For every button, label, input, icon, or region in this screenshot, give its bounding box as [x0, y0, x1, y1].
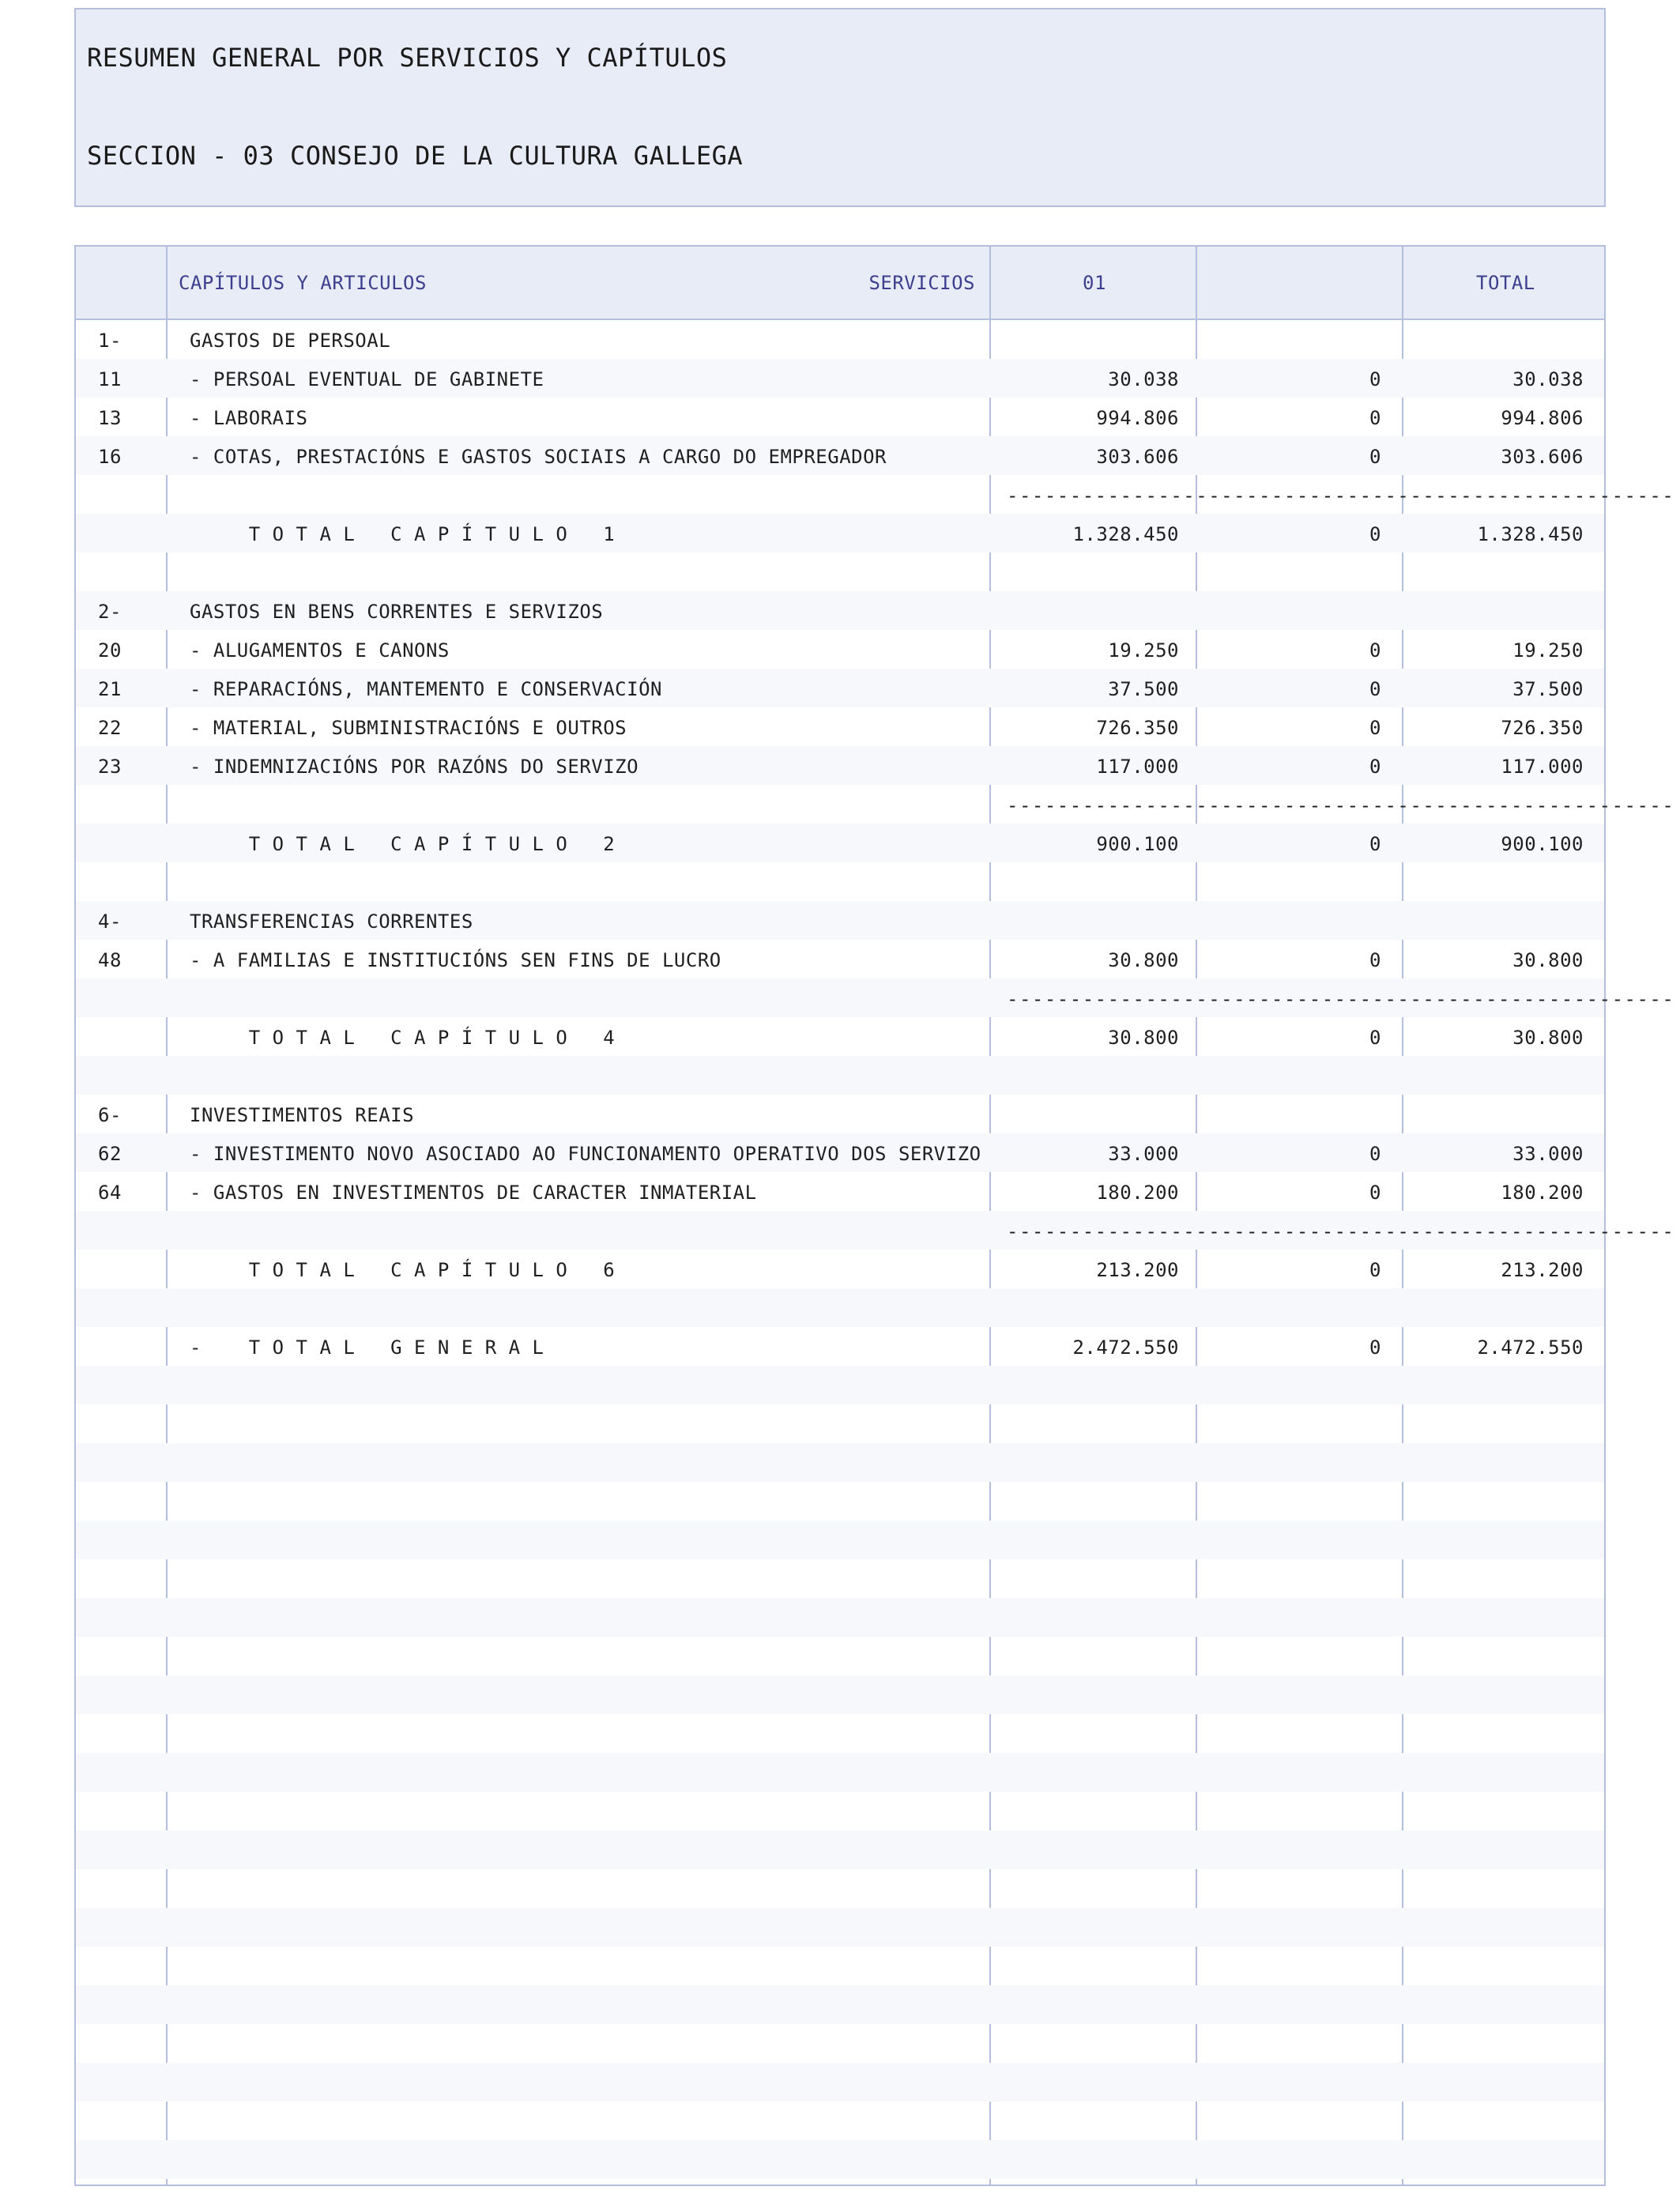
table-row — [76, 2140, 1604, 2179]
total-value: 213.200 — [1501, 1259, 1584, 1281]
service-blank-value: 0 — [1369, 1182, 1381, 1204]
row-code: 22 — [98, 717, 122, 739]
row-description: - INDEMNIZACIÓNS POR RAZÓNS DO SERVIZO — [190, 756, 639, 778]
table-row — [76, 746, 1604, 785]
table-row — [76, 1017, 1604, 1056]
service-01-value: 30.038 — [1108, 368, 1179, 390]
service-blank-value: 0 — [1369, 678, 1381, 700]
row-code: 64 — [98, 1182, 122, 1204]
total-value: 726.350 — [1501, 717, 1584, 739]
service-blank-value: 0 — [1369, 523, 1381, 545]
service-01-value: 213.200 — [1096, 1259, 1179, 1281]
table-row — [76, 1869, 1604, 1908]
service-01-value: 33.000 — [1108, 1143, 1179, 1165]
service-01-value: 30.800 — [1108, 949, 1179, 971]
row-description: - PERSOAL EVENTUAL DE GABINETE — [190, 368, 544, 390]
total-value: 33.000 — [1512, 1143, 1584, 1165]
table-row — [76, 1366, 1604, 1404]
service-01-value: 117.000 — [1096, 756, 1179, 778]
table-row — [76, 2102, 1604, 2140]
report-header — [74, 8, 1606, 207]
total-value: 2.472.550 — [1477, 1336, 1584, 1359]
table-row — [76, 475, 1675, 514]
table-row — [76, 1250, 1604, 1288]
service-blank-value: 0 — [1369, 368, 1381, 390]
row-description: - A FAMILIAS E INSTITUCIÓNS SEN FINS DE LUCRO — [190, 949, 721, 971]
total-value: 30.038 — [1512, 368, 1584, 390]
table-row — [76, 707, 1604, 746]
total-value: 994.806 — [1501, 407, 1584, 429]
table-row — [76, 2024, 1604, 2063]
row-description: GASTOS EN BENS CORRENTES E SERVIZOS — [190, 601, 604, 623]
total-value: 900.100 — [1501, 833, 1584, 855]
table-row — [76, 591, 1604, 630]
service-01-value: 19.250 — [1108, 639, 1179, 662]
table-row — [76, 1676, 1604, 1714]
table-row — [76, 514, 1604, 552]
table-row — [76, 1095, 1604, 1133]
service-blank-value: 0 — [1369, 756, 1381, 778]
row-code: 62 — [98, 1143, 122, 1165]
row-code: 13 — [98, 407, 122, 429]
service-01-value: 37.500 — [1108, 678, 1179, 700]
col-header-total: TOTAL — [1476, 272, 1535, 294]
row-code: 4- — [98, 910, 122, 933]
table-row — [76, 320, 1604, 359]
report-title: RESUMEN GENERAL POR SERVICIOS Y CAPÍTULOS — [87, 43, 728, 73]
row-code: 20 — [98, 639, 122, 662]
service-01-value: 726.350 — [1096, 717, 1179, 739]
table-header — [76, 247, 1604, 320]
total-label: T O T A L C A P Í T U L O 2 — [190, 833, 616, 855]
row-description: - LABORAIS — [190, 407, 308, 429]
table-body — [76, 320, 1675, 2179]
table-row — [76, 1714, 1604, 1753]
total-value: 1.328.450 — [1477, 523, 1584, 545]
table-row — [76, 1327, 1604, 1366]
table-row — [76, 901, 1604, 940]
total-value: 30.800 — [1512, 949, 1584, 971]
service-01-value: 994.806 — [1096, 407, 1179, 429]
table-row — [76, 862, 1604, 901]
table-row — [76, 436, 1604, 475]
service-01-value: 2.472.550 — [1072, 1336, 1179, 1359]
table-row — [76, 669, 1604, 707]
total-value: 180.200 — [1501, 1182, 1584, 1204]
row-code: 21 — [98, 678, 122, 700]
total-value: 117.000 — [1501, 756, 1584, 778]
table-row — [76, 1133, 1604, 1172]
table-row — [76, 1830, 1604, 1869]
row-code: 6- — [98, 1104, 122, 1126]
table-row — [76, 359, 1604, 398]
table-row — [76, 1598, 1604, 1637]
table-row — [76, 1985, 1604, 2024]
service-01-value: 180.200 — [1096, 1182, 1179, 1204]
col-header-capitulos: CAPÍTULOS Y ARTICULOS — [179, 272, 427, 294]
total-value: 19.250 — [1512, 639, 1584, 662]
total-label: T O T A L C A P Í T U L O 6 — [190, 1259, 616, 1281]
row-description: - MATERIAL, SUBMINISTRACIÓNS E OUTROS — [190, 717, 627, 739]
summary-table — [74, 245, 1675, 2186]
table-row — [76, 940, 1604, 978]
table-row — [76, 398, 1604, 436]
table-row — [76, 1443, 1604, 1482]
col-header-servicios: SERVICIOS — [868, 272, 975, 294]
row-code: 16 — [98, 446, 122, 468]
table-row — [76, 630, 1604, 669]
service-blank-value: 0 — [1369, 1143, 1381, 1165]
service-01-value: 30.800 — [1108, 1027, 1179, 1049]
service-blank-value: 0 — [1369, 446, 1381, 468]
table-row — [76, 1172, 1604, 1211]
row-description: INVESTIMENTOS REAIS — [190, 1104, 415, 1126]
table-row — [76, 978, 1675, 1017]
table-row — [76, 1753, 1604, 1792]
table-row — [76, 1482, 1604, 1521]
table-row — [76, 552, 1604, 591]
table-row — [76, 1521, 1604, 1559]
service-blank-value: 0 — [1369, 949, 1381, 971]
table-row — [76, 1056, 1604, 1095]
row-description: - INVESTIMENTO NOVO ASOCIADO AO FUNCIONAMENTO OPERATIVO DOS SERVIZO — [190, 1143, 981, 1165]
row-code: 2- — [98, 601, 122, 623]
table-row — [76, 1637, 1604, 1676]
total-value: 30.800 — [1512, 1027, 1584, 1049]
table-row — [76, 824, 1604, 862]
row-code: 23 — [98, 756, 122, 778]
row-description: - GASTOS EN INVESTIMENTOS DE CARACTER INMATERIAL — [190, 1182, 757, 1204]
separator-line: ----------------------------------------------------- — [1007, 794, 1675, 816]
row-code: 11 — [98, 368, 122, 390]
service-blank-value: 0 — [1369, 1027, 1381, 1049]
row-description: GASTOS DE PERSOAL — [190, 330, 391, 352]
table-row — [76, 1908, 1604, 1947]
row-description: - ALUGAMENTOS E CANONS — [190, 639, 450, 662]
row-description: TRANSFERENCIAS CORRENTES — [190, 910, 473, 933]
col-header-service-01: 01 — [1083, 272, 1106, 294]
separator-line: ----------------------------------------------------- — [1007, 988, 1675, 1010]
separator-line: ----------------------------------------------------- — [1007, 484, 1675, 507]
table-row — [76, 1404, 1604, 1443]
service-01-value: 900.100 — [1096, 833, 1179, 855]
row-code: 48 — [98, 949, 122, 971]
table-row — [76, 1559, 1604, 1598]
total-label: T O T A L C A P Í T U L O 1 — [190, 523, 616, 545]
row-description: - REPARACIÓNS, MANTEMENTO E CONSERVACIÓN — [190, 678, 662, 700]
table-row — [76, 1211, 1675, 1250]
table-row — [76, 785, 1675, 824]
service-01-value: 1.328.450 — [1072, 523, 1179, 545]
total-value: 303.606 — [1501, 446, 1584, 468]
row-code: 1- — [98, 330, 122, 352]
row-description: - COTAS, PRESTACIÓNS E GASTOS SOCIAIS A CARGO DO EMPREGADOR — [190, 446, 887, 468]
separator-line: ----------------------------------------------------- — [1007, 1220, 1675, 1242]
service-blank-value: 0 — [1369, 407, 1381, 429]
service-blank-value: 0 — [1369, 717, 1381, 739]
total-label: T O T A L C A P Í T U L O 4 — [190, 1027, 616, 1049]
section-title: SECCION - 03 CONSEJO DE LA CULTURA GALLEGA — [87, 141, 744, 171]
service-blank-value: 0 — [1369, 639, 1381, 662]
total-label: - T O T A L G E N E R A L — [190, 1336, 544, 1359]
total-value: 37.500 — [1512, 678, 1584, 700]
table-row — [76, 1947, 1604, 1985]
service-01-value: 303.606 — [1096, 446, 1179, 468]
table-row — [76, 2063, 1604, 2102]
service-blank-value: 0 — [1369, 833, 1381, 855]
service-blank-value: 0 — [1369, 1336, 1381, 1359]
service-blank-value: 0 — [1369, 1259, 1381, 1281]
table-row — [76, 1288, 1604, 1327]
table-row — [76, 1792, 1604, 1830]
